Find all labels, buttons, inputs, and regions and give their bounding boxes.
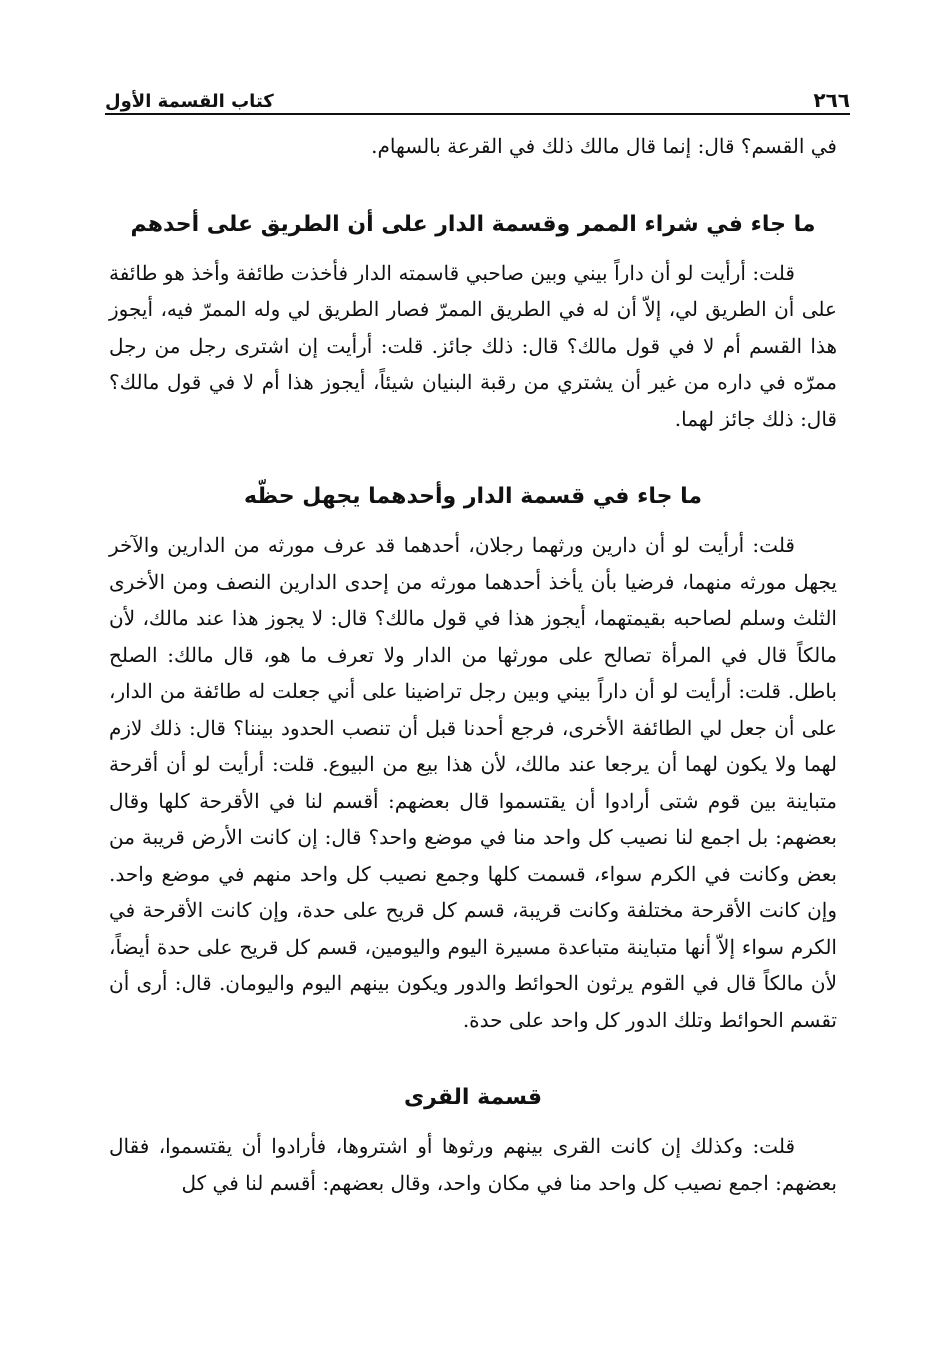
header-rule bbox=[105, 113, 850, 115]
page-content bbox=[109, 128, 837, 1201]
section-paragraph-villages: قلت: وكذلك إن كانت القرى بينهم ورثوها أو اشتروها، فأرادوا أن يقتسموا، فقال بعضهم: اجمع نصيب كل واحد منا في مكان واحد، وقال بعضهم: أقسم لنا في كل bbox=[109, 1134, 837, 1195]
section-paragraph-corridor: قلت: أرأيت لو أن داراً بيني وبين صاحبي قاسمته الدار فأخذت طائفة وأخذ هو طائفة على أن الطريق لي، إلاّ أن له في الطريق الممرّ فصار الطريق لي وله الممرّ فيه، أيجوز هذا القسم أم لا في قول مالك؟ قال: ذلك جائز. قلت: أرأيت إن اشترى رجل من رجل ممرّه في داره من غير أن يشتري من رقبة البنيان شيئاً، أيجوز هذا أم لا في قول مالك؟ قال: ذلك جائز لهما. bbox=[109, 260, 837, 431]
section-heading-corridor: ما جاء في شراء الممر وقسمة الدار على أن الطريق على أحدهم bbox=[130, 211, 816, 237]
running-header bbox=[105, 72, 850, 112]
section-paragraph-unknown-share: قلت: أرأيت لو أن دارين ورثهما رجلان، أحدهما قد عرف مورثه من الدارين والآخر يجهل مورثه منهما، فرضيا بأن يأخذ أحدهما مورثه من إحدى الدارين النصف ومن الأخرى الثلث وسلم لصاحبه بقيمتهما، أيجوز هذا في قول مالك؟ قال: لا يجوز هذا عند مالك، لأن مالكاً قال في المرأة تصالح على مورثها من الدار ولا تعرف ما هو، قال مالك: الصلح باطل. قلت: أرأيت لو أن داراً بيني وبين رجل تراضينا على أني جعلت له طائفة من الدار، على أن جعل لي الطائفة الأخرى، فرجع أحدنا قبل أن تنصب الحدود بيننا؟ قال: ذلك لازم لهما ولا يكون لهما أن يرجعا عند مالك، لأن هذا بيع من البيوع. قلت: أرأيت لو أن أقرحة متباينة بين قوم شتى أرادوا أن يقتسموا قال بعضهم: أقسم لنا في الأقرحة كلها وقال بعضهم: بل اجمع لنا نصيب كل واحد منا في موضع واحد؟ قال: إن كانت الأرض قريبة من بعض وكانت في الكرم سواء، قسمت كلها وجمع نصيب كل واحد منهم في موضع واحد. وإن كانت الأقرحة مختلفة وكانت قريبة، قسم كل قريح على حدة، وإن كانت الأقرحة في الكرم سواء إلاّ أنها متباينة متباعدة مسيرة اليوم واليومين، قسم كل قريح على حدة أيضاً، لأن مالكاً قال في القوم يرثون الحوائط والدور ويكون بينهم اليوم واليومان. قال: أرى أن تقسم الحوائط وتلك الدور كل واحد على حدة. bbox=[109, 533, 837, 1032]
opening-paragraph: في القسم؟ قال: إنما قال مالك ذلك في القرعة بالسهام. bbox=[371, 134, 837, 158]
section-heading-unknown-share: ما جاء في قسمة الدار وأحدهما يجهل حظّه bbox=[243, 484, 703, 509]
section-heading-villages: قسمة القرى bbox=[403, 1085, 543, 1110]
page-number: ٢٦٦ bbox=[813, 88, 850, 112]
book-title: كتاب القسمة الأول bbox=[105, 91, 274, 112]
